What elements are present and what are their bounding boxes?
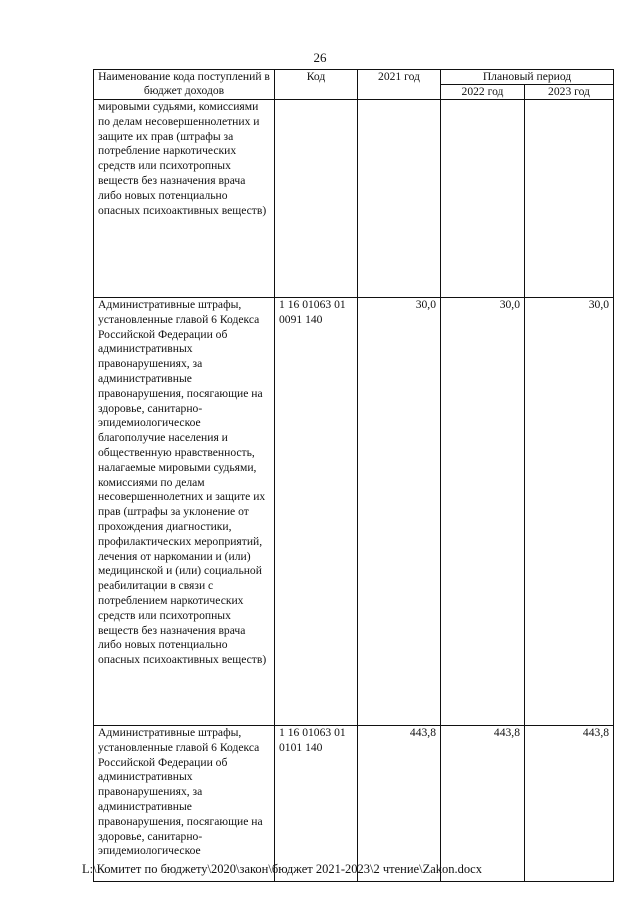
table-row [94,298,614,726]
table-row [94,100,614,298]
header-name: Наименование кода поступлений в бюджет доходов [94,70,275,100]
row-code: 1 16 01063 01 0101 140 [275,726,358,882]
header-code: Код [275,70,358,100]
row-name: Административные штрафы, установленные главой 6 Кодекса Российской Федерации об административных правонарушениях, за административные правонарушения, посягающие на здоровье, санитарно-эпидемиологическое благополучие населения и общественную нравственность, налагаемые мировыми судьями, комиссиями по делам несовершеннолетних и защите их прав (штрафы за уклонение от прохождения диагностики, профилактических мероприятий, лечения от наркомании и (или) медицинской и (или) социальной реабилитации в связи с потреблением наркотических средств или психотропных веществ без назначения врача либо новых потенциально опасных психоактивных веществ) [94,298,275,726]
header-2022: 2022 год [441,85,525,100]
row-value-2022: 443,8 [441,726,525,882]
header-2021: 2021 год [358,70,441,100]
row-value-2023: 30,0 [525,298,614,726]
row-value-2021 [358,100,441,298]
page-number: 26 [313,50,327,65]
row-name: мировыми судьями, комиссиями по делам несовершеннолетних и защите их прав (штрафы за потребление наркотических средств или психотропных веществ без назначения врача либо новых потенциально опасных психоактивных веществ) [94,100,275,298]
row-value-2023: 443,8 [525,726,614,882]
row-code [275,100,358,298]
table-row [94,726,614,882]
row-value-2021: 30,0 [358,298,441,726]
row-name: Административные штрафы, установленные главой 6 Кодекса Российской Федерации об административных правонарушениях, за административные правонарушения, посягающие на здоровье, санитарно-эпидемиологическое [94,726,275,882]
row-value-2022 [441,100,525,298]
row-value-2022: 30,0 [441,298,525,726]
row-code: 1 16 01063 01 0091 140 [275,298,358,726]
header-2023: 2023 год [525,85,614,100]
row-value-2023 [525,100,614,298]
header-planned-period: Плановый период [441,70,614,85]
revenue-table [93,69,614,882]
file-path-footer: L:\Комитет по бюджету\2020\закон\бюджет 2021-2023\2 чтение\Zakon.docx [82,862,482,876]
row-value-2021: 443,8 [358,726,441,882]
table-header-row [94,70,614,85]
